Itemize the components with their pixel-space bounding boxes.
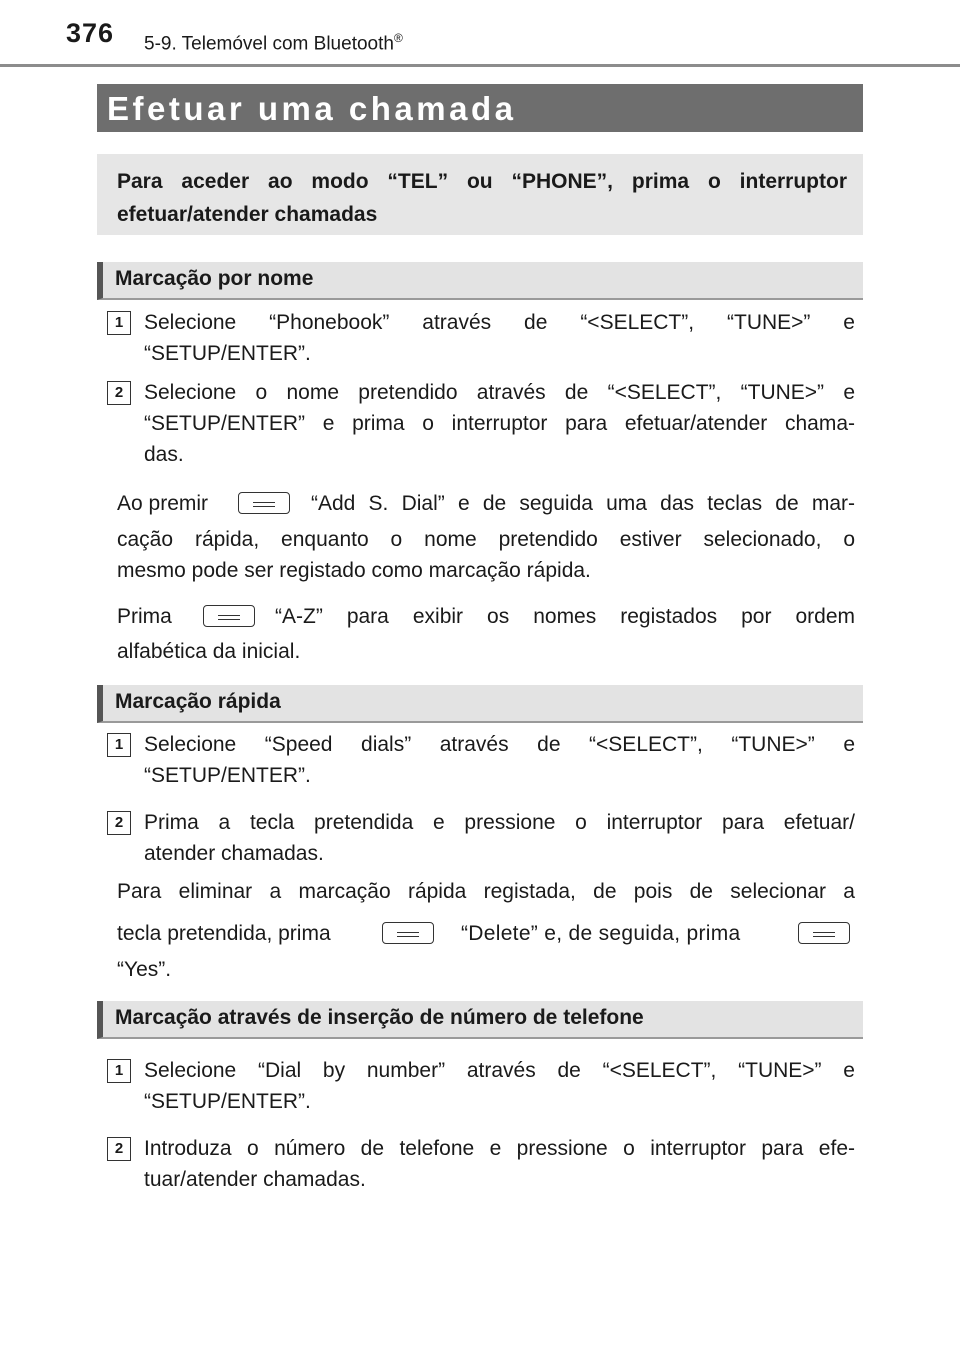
chapter-title	[144, 31, 403, 55]
step-text-line: atender chamadas.	[144, 842, 324, 865]
step-text-line: “SETUP/ENTER”.	[144, 342, 311, 365]
section-title: Efetuar uma chamada	[107, 90, 517, 127]
note-text: mesmo pode ser registado como marcação rápida.	[117, 559, 591, 582]
note-text: Prima	[117, 605, 172, 628]
registered-mark: ®	[393, 31, 403, 45]
step-number: 1	[107, 1059, 131, 1083]
chapter-text: 5-9. Telemóvel com Bluetooth	[144, 33, 394, 55]
note-text: “Add S. Dial” e de seguida uma das teclas de mar-	[311, 492, 855, 515]
intro-text: Para aceder ao modo “TEL” ou “PHONE”, prima o interruptor efetuar/atender chamadas	[117, 170, 847, 226]
note-text: tecla pretendida, prima	[117, 922, 331, 945]
step-number: 2	[107, 1137, 131, 1161]
step-text-line: “SETUP/ENTER”.	[144, 1090, 311, 1113]
step-number: 2	[107, 381, 131, 405]
note-text: “A-Z” para exibir os nomes registados por ordem	[275, 605, 855, 628]
note-text: “Yes”.	[117, 958, 172, 981]
note-text: Para eliminar a marcação rápida registada, de pois de selecionar a	[117, 880, 855, 903]
note-text: “Delete” e, de seguida, prima	[461, 922, 741, 945]
step-text-line: tuar/atender chamadas.	[144, 1168, 366, 1191]
step-text-line: Selecione “Dial by number” através de “<SELECT”, “TUNE>” e	[144, 1059, 855, 1082]
softkey-button-icon	[798, 922, 850, 944]
subsection-title: Marcação através de inserção de número de telefone	[115, 1006, 644, 1029]
subsection-title: Marcação por nome	[115, 267, 314, 290]
page-number: 376	[66, 18, 115, 48]
softkey-button-icon	[382, 922, 434, 944]
step-number: 1	[107, 311, 131, 335]
softkey-button-icon	[238, 492, 290, 514]
subsection-header-by-number	[97, 1001, 863, 1039]
step-text-line: das.	[144, 443, 184, 466]
subsection-title: Marcação rápida	[115, 690, 281, 713]
note-text: alfabética da inicial.	[117, 640, 301, 663]
step-number: 2	[107, 811, 131, 835]
subsection-header-by-name	[97, 262, 863, 300]
step-text-line: Introduza o número de telefone e pressione o interruptor para efe-	[144, 1137, 855, 1160]
note-text: cação rápida, enquanto o nome pretendido estiver selecionado, o	[117, 528, 855, 551]
intro-box	[97, 154, 863, 235]
subsection-header-speed-dial	[97, 685, 863, 723]
section-title-bar	[97, 84, 863, 132]
step-text-line: Prima a tecla pretendida e pressione o interruptor para efetuar/	[144, 811, 855, 834]
page-header	[0, 0, 960, 66]
softkey-button-icon	[203, 605, 255, 627]
step-text-line: Selecione “Phonebook” através de “<SELECT”, “TUNE>” e	[144, 311, 855, 334]
step-number: 1	[107, 733, 131, 757]
step-text-line: “SETUP/ENTER” e prima o interruptor para efetuar/atender chama-	[144, 412, 855, 435]
header-divider	[0, 64, 960, 67]
note-text: Ao premir	[117, 492, 209, 515]
step-text-line: Selecione o nome pretendido através de “<SELECT”, “TUNE>” e	[144, 381, 855, 404]
step-text-line: “SETUP/ENTER”.	[144, 764, 311, 787]
step-text-line: Selecione “Speed dials” através de “<SELECT”, “TUNE>” e	[144, 733, 855, 756]
